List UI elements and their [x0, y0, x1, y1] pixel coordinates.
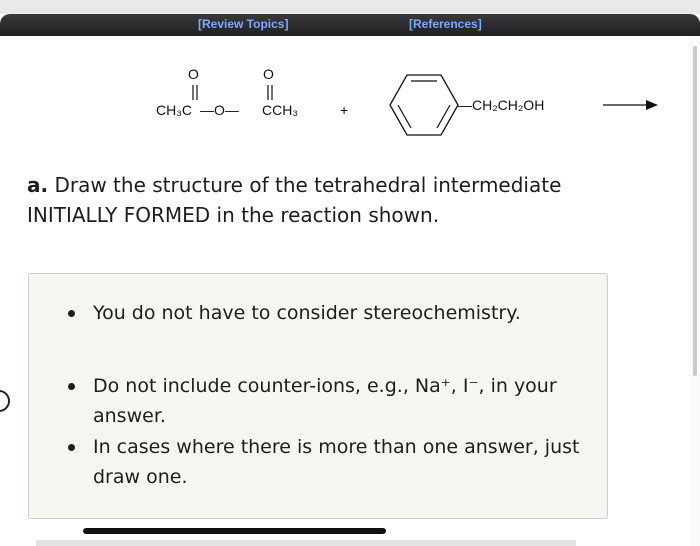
bullet-icon — [68, 444, 75, 451]
references-link[interactable]: [References] — [409, 17, 482, 31]
note-item: Do not include counter-ions, e.g., Na⁺, I⁻, in your answer. — [29, 371, 593, 431]
home-indicator[interactable] — [83, 528, 386, 534]
note-item: In cases where there is more than one answer, just draw one. — [29, 432, 603, 492]
bullet-icon — [68, 383, 75, 390]
anhydride-oxygen: —O— — [200, 102, 239, 118]
reaction-arrow — [603, 100, 658, 110]
acetyl-left: CH₃C — [156, 102, 193, 118]
nav-bar — [0, 14, 700, 36]
oxygen-right: O — [263, 66, 274, 82]
acetic-anhydride — [156, 66, 298, 118]
question-part: a. — [27, 173, 49, 197]
question-body: Draw the structure of the tetrahedral intermediate INITIALLY FORMED in the reaction shown. — [27, 173, 562, 227]
instructions-box — [28, 273, 608, 519]
acetyl-right: CCH₃ — [262, 102, 299, 118]
top-band — [0, 0, 700, 14]
question-text — [27, 170, 627, 230]
ethanol-substituent: —CH₂CH₂OH — [458, 97, 545, 113]
toolbar-strip — [36, 540, 576, 546]
reaction-scheme — [0, 55, 700, 155]
oxygen-left: O — [188, 66, 199, 82]
note-item: You do not have to consider stereochemistry. — [29, 298, 573, 328]
review-topics-link[interactable]: [Review Topics] — [198, 17, 289, 31]
phenylethanol — [390, 75, 544, 135]
bullet-icon — [68, 310, 75, 317]
drag-handle[interactable] — [0, 390, 10, 412]
plus-sign: + — [340, 102, 349, 118]
